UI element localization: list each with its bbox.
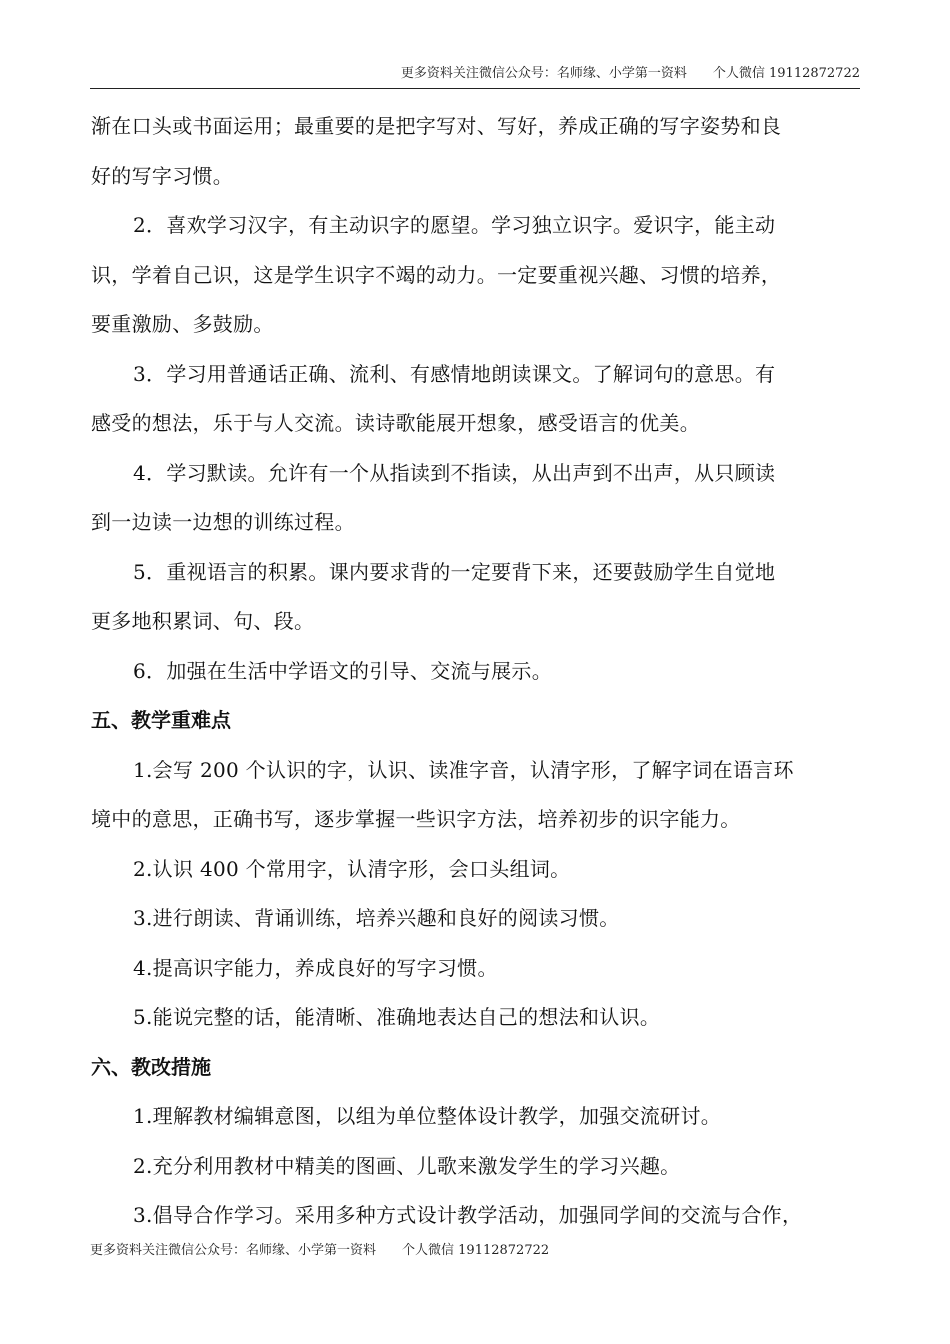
measure-2: 2.充分利用教材中精美的图画、儿歌来激发学生的学习兴趣。 [133,1153,681,1178]
measure-1: 1.理解教材编辑意图，以组为单位整体设计教学，加强交流研讨。 [133,1104,722,1128]
section-heading-teaching-key-points: 五、教学重难点 [91,708,231,732]
list-item-5: 5．重视语言的积累。课内要求背的一定要背下来，还要鼓励学生自觉地 [133,559,776,584]
list-item-6: 6．加强在生活中学语文的引导、交流与展示。 [133,658,553,683]
key-point-3: 3.进行朗读、背诵训练，培养兴趣和良好的阅读习惯。 [133,906,620,930]
list-item-3: 3．学习用普通话正确、流利、有感情地朗读课文。了解词句的意思。有 [133,361,776,386]
key-point-2: 2.认识 400 个常用字，认清字形，会口头组词。 [133,856,571,881]
section-heading-reform-measures: 六、教改措施 [91,1054,211,1079]
page-header [90,66,860,89]
body-line: 好的写字习惯。 [91,163,234,188]
list-item-4: 4．学习默读。允许有一个从指读到不指读，从出声到不出声，从只顾读 [133,460,776,485]
header-personal-wechat: 个人微信 19112872722 [712,66,860,81]
page-footer [90,1243,549,1259]
body-line: 到一边读一边想的训练过程。 [91,510,355,534]
header-wechat-notice: 更多资料关注微信公众号：名师缘、小学第一资料 [400,66,687,81]
body-line: 要重激励、多鼓励。 [91,312,274,336]
list-item-2: 2．喜欢学习汉字，有主动识字的愿望。学习独立识字。爱识字，能主动 [133,213,776,237]
body-line: 渐在口头或书面运用；最重要的是把字写对、写好，养成正确的写字姿势和良 [91,114,782,138]
footer-wechat-notice: 更多资料关注微信公众号：名师缘、小学第一资料 [90,1243,377,1258]
key-point-4: 4.提高识字能力，养成良好的写字习惯。 [133,955,498,980]
body-line: 境中的意思，正确书写，逐步掌握一些识字方法，培养初步的识字能力。 [91,807,741,831]
key-point-5: 5.能说完整的话，能清晰、准确地表达自己的想法和认识。 [133,1005,661,1029]
body-line: 识，学着自己识，这是学生识字不竭的动力。一定要重视兴趣、习惯的培养， [91,262,782,287]
key-point-1: 1.会写 200 个认识的字，认识、读准字音，认清字形，了解字词在语言环 [133,757,794,782]
measure-3: 3.倡导合作学习。采用多种方式设计教学活动，加强同学间的交流与合作， [133,1203,803,1227]
document-body [91,102,861,1241]
body-line: 感受的想法，乐于与人交流。读诗歌能展开想象，感受语言的优美。 [91,411,700,435]
footer-personal-wechat: 个人微信 19112872722 [402,1243,550,1258]
body-line: 更多地积累词、句、段。 [91,609,315,633]
